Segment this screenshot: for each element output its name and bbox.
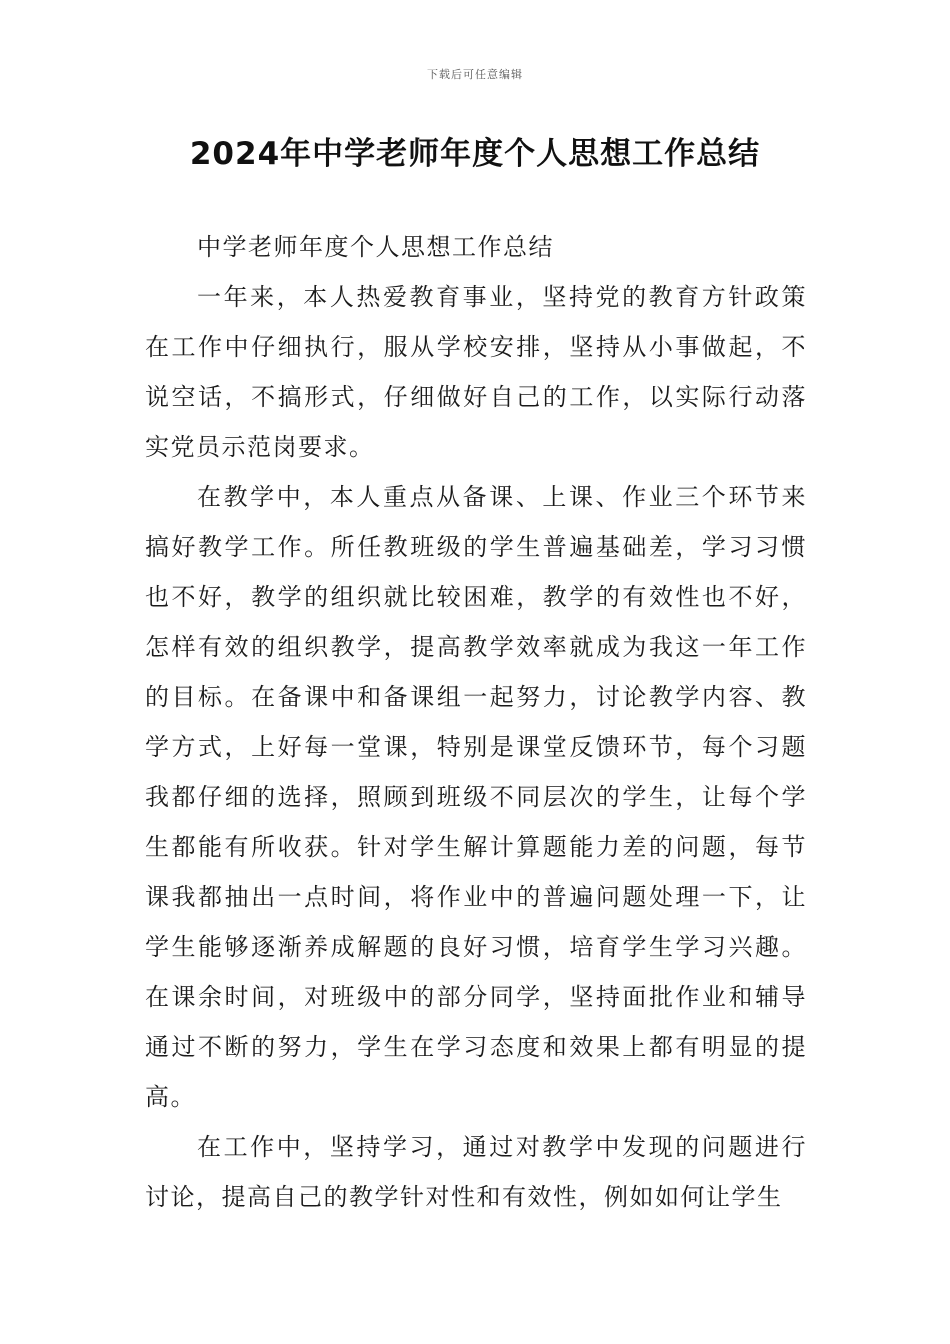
paragraph-subtitle: 中学老师年度个人思想工作总结	[197, 233, 554, 261]
document-title: 2024年中学老师年度个人思想工作总结	[189, 136, 761, 172]
paragraph: 一年来，本人热爱教育事业，坚持党的教育方针政策在工作中仔细执行，服从学校安排，坚持从小事做起，不说空话，不搞形式，仔细做好自己的工作，以实际行动落实党员示范岗要求。	[145, 283, 807, 461]
paragraph: 在工作中，坚持学习，通过对教学中发现的问题进行讨论，提高自己的教学针对性和有效性，例如如何让学生	[145, 1133, 807, 1211]
page-header-note: 下载后可任意编辑	[427, 68, 523, 81]
paragraph: 在教学中，本人重点从备课、上课、作业三个环节来搞好教学工作。所任教班级的学生普遍基础差，学习习惯也不好，教学的组织就比较困难，教学的有效性也不好，怎样有效的组织教学，提高教学效率就成为我这一年工作的目标。在备课中和备课组一起努力，讨论教学内容、教学方式，上好每一堂课，特别是课堂反馈环节，每个习题我都仔细的选择，照顾到班级不同层次的学生，让每个学生都能有所收获。针对学生解计算题能力差的问题，每节课我都抽出一点时间，将作业中的普遍问题处理一下，让学生能够逐渐养成解题的良好习惯，培育学生学习兴趣。在课余时间，对班级中的部分同学，坚持面批作业和辅导通过不断的努力，学生在学习态度和效果上都有明显的提高。	[145, 483, 807, 1111]
document-body	[145, 222, 807, 1222]
